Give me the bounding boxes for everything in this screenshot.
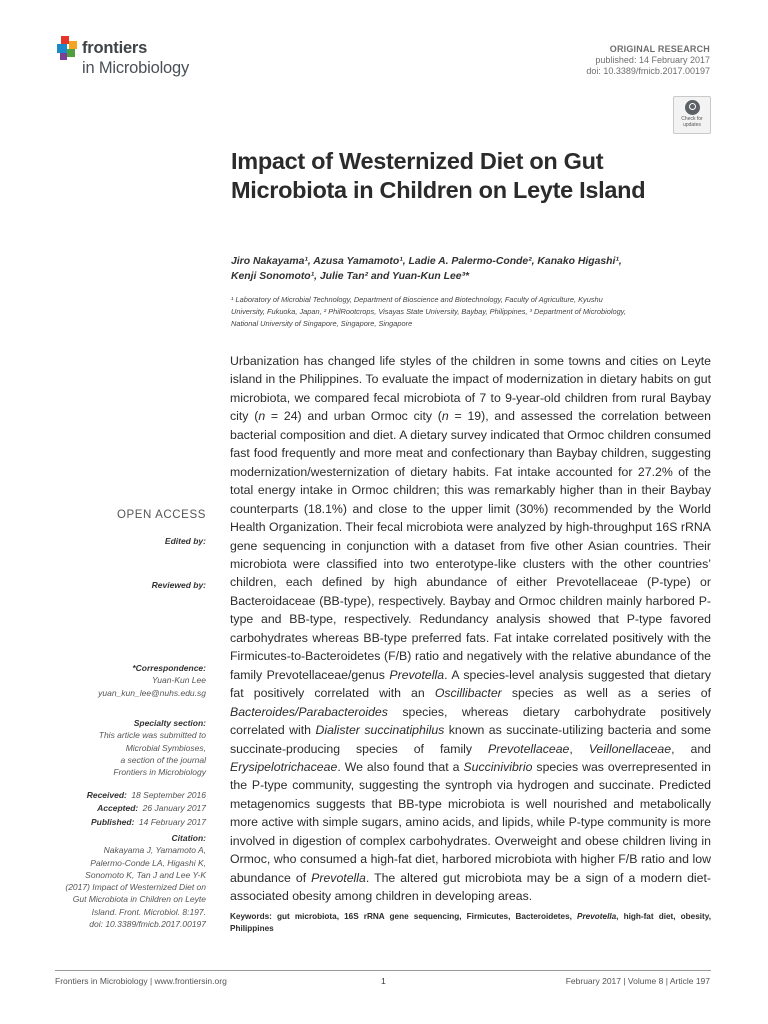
correspondence-label: *Correspondence: <box>132 663 206 673</box>
check-for-updates-badge[interactable] <box>673 96 711 134</box>
citation-line: Palermo-Conde LA, Higashi K, <box>90 857 206 868</box>
citation-block <box>40 832 206 930</box>
article-type: ORIGINAL RESEARCH <box>609 44 710 54</box>
author-list <box>231 254 711 284</box>
correspondence-block <box>40 662 206 699</box>
doi-header[interactable]: doi: 10.3389/fmicb.2017.00197 <box>586 66 710 76</box>
dates-block <box>40 788 206 828</box>
article-title: Impact of Westernized Diet on Gut Microbiota in Children on Leyte Island <box>231 148 646 203</box>
abstract-paragraph: Urbanization has changed life styles of the children in some towns and cities on Leyte island in the Philippines. To evaluate the impact of modernization in dietary habits on gut microbiota, we compared fecal microbiota of 7 to 9-year-old children from rural Baybay city (n = 24) and urban Ormoc city (n = 19), and assessed the correlation between bacterial composition and diet. A dietary survey indicated that Ormoc children consumed fast food frequently and more meat and confectionary than Baybay children, suggesting modernization/westernization of dietary habits. Fat intake accounted for 27.2% of the total energy intake in Ormoc children; this was remarkably higher than in their Baybay counterparts (18.1%) and close to the upper limit (30%) recommended by the World Health Organization. Their fecal microbiota were analyzed by high-throughput 16S rRNA gene sequencing in conjunction with a dataset from five other Asian countries. Their microbiota were classified into two enterotype-like clusters with the other countries’ children, each defined by high abundance of either Prevotellaceae (P-type) or Bacteroidaceae (BB-type), respectively. Baybay and Ormoc children mainly harbored P-type and BB-type, respectively. Redundancy analysis showed that P-type favored carbohydrates whereas BB-type preferred fats. Fat intake correlated positively with the Firmicutes-to-Bacteroidetes (F/B) ratio and negatively with the relative abundance of the family Prevotellaceae/genus Prevotella. A species-level analysis suggested that dietary fat positively correlated with an Oscillibacter species as well as a series of Bacteroides/Parabacteroides species, whereas dietary carbohydrate positively correlated with Dialister succinatiphilus known as succinate-utilizing bacteria and some succinate-producing species of family Prevotellaceae, Veillonellaceae, and Erysipelotrichaceae. We also found that a Succinivibrio species was overrepresented in the P-type community, suggesting the syntroph via hydrogen and succinate. Predicted metagenomics suggests that BB-type microbiota is well nourished and metabolically more active with simple sugars, amino acids, and lipids, while P-type community is more involved in digestion of complex carbohydrates. Overweight and obese children living in Ormoc, who consumed a high-fat diet, harbored microbiota with higher F/B ratio and low abundance of Prevotella. The altered gut microbiota may be a sign of a modern diet-associated obesity among children in developing areas. <box>230 354 712 904</box>
affiliation-line: University, Fukuoka, Japan, ² PhilRootcrops, Visayas State University, Baybay, Philippines, ³ Department of Microbiology, <box>231 307 626 316</box>
specialty-line: Microbial Symbioses, <box>125 742 206 753</box>
page-number: 1 <box>381 976 386 986</box>
accepted-row: Accepted: 26 January 2017 <box>97 803 206 814</box>
article-header <box>586 44 710 77</box>
affiliation-line: ¹ Laboratory of Microbial Technology, Department of Bioscience and Biotechnology, Faculty of Agriculture, Kyushu <box>231 295 603 304</box>
citation-line: Gut Microbiota in Children on Leyte <box>72 894 206 905</box>
abstract <box>230 352 711 906</box>
correspondence-email[interactable]: yuan_kun_lee@nuhs.edu.sg <box>98 687 206 698</box>
check-updates-icon <box>685 100 700 115</box>
citation-line: Sonomoto K, Tan J and Lee Y-K <box>85 869 206 880</box>
open-access-label: OPEN ACCESS <box>116 509 206 521</box>
footer-divider <box>55 970 711 971</box>
logo-text-journal: in Microbiology <box>82 59 190 77</box>
citation-label: Citation: <box>171 833 206 843</box>
authors-line: Kenji Sonomoto¹, Julie Tan² and Yuan-Kun Lee³* <box>231 271 470 282</box>
keywords: Keywords: gut microbiota, 16S rRNA gene sequencing, Firmicutes, Bacteroidetes, Prevotella, high-fat diet, obesity, Philippines <box>230 912 711 933</box>
citation-line[interactable]: doi: 10.3389/fmicb.2017.00197 <box>89 919 206 930</box>
citation-line: Island. Front. Microbiol. 8:197. <box>91 906 206 917</box>
authors-line: Jiro Nakayama¹, Azusa Yamamoto¹, Ladie A. Palermo-Conde², Kanako Higashi¹, <box>231 256 622 267</box>
received-row: Received: 18 September 2016 <box>86 790 206 800</box>
citation-line: (2017) Impact of Westernized Diet on <box>65 882 206 893</box>
citation-line: Nakayama J, Yamamoto A, <box>103 845 206 856</box>
affiliation-line: National University of Singapore, Singapore, Singapore <box>231 319 413 328</box>
specialty-line: a section of the journal <box>120 754 206 765</box>
reviewed-by-label: Reviewed by: <box>151 580 206 590</box>
check-updates-text: Check for updates <box>681 116 703 128</box>
specialty-line: Frontiers in Microbiology <box>113 767 206 778</box>
affiliations <box>231 294 711 330</box>
specialty-label: Specialty section: <box>133 718 206 728</box>
published-date-header: published: 14 February 2017 <box>595 55 710 65</box>
frontiers-logo-icon <box>55 36 81 62</box>
footer-volume-info: February 2017 | Volume 8 | Article 197 <box>565 976 710 986</box>
published-row: Published: 14 February 2017 <box>90 816 206 827</box>
specialty-line: This article was submitted to <box>98 730 206 741</box>
correspondence-name: Yuan-Kun Lee <box>151 675 206 686</box>
journal-logo[interactable] <box>55 34 225 82</box>
specialty-section-block <box>40 717 206 778</box>
edited-by-label: Edited by: <box>164 536 206 546</box>
logo-text-frontiers: frontiers <box>82 39 148 57</box>
footer-journal-link[interactable]: Frontiers in Microbiology | www.frontiersin.org <box>55 976 227 986</box>
